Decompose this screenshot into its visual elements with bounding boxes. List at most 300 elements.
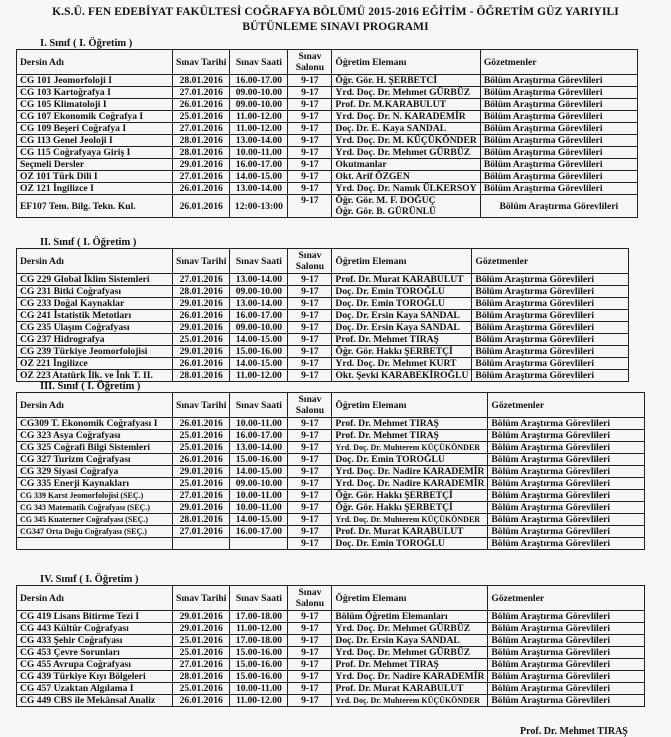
proctors: Bölüm Araştırma Görevlileri — [472, 370, 629, 382]
proctors: Bölüm Araştırma Görevlileri — [480, 123, 637, 135]
table-row — [17, 454, 645, 466]
table-row — [17, 298, 629, 310]
exam-time: 15.00-16.00 — [230, 647, 288, 659]
exam-time: 16.00-17.00 — [230, 310, 288, 322]
exam-date: 27.01.2016 — [173, 87, 230, 99]
course-name: CG309 T. Ekonomik Coğrafyası I — [17, 418, 173, 430]
instructor: Prof. Dr. Mehmet TIRAŞ — [332, 430, 488, 442]
course-name: CG 229 Global İklim Sistemleri — [17, 274, 173, 286]
exam-room: 9-17 — [288, 310, 332, 322]
instructor: Okutmanlar — [332, 159, 480, 171]
instructor: Yrd. Doç. Dr. Nadire KARADEMİR — [332, 466, 488, 478]
exam-room: 9-17 — [288, 538, 332, 550]
exam-time: 11.00-12.00 — [230, 695, 288, 707]
course-name: OZ 121 İngilizce I — [17, 183, 173, 195]
proctors: Bölüm Araştırma Görevlileri — [480, 171, 637, 183]
exam-time: 11.00-12.00 — [230, 370, 288, 382]
exam-room: 9-17 — [288, 454, 332, 466]
exam-date: 28.01.2016 — [173, 147, 230, 159]
instructor: Yrd. Doç. Dr. Muhterem KÜÇÜKÖNDER — [332, 514, 488, 526]
exam-room: 9-17 — [288, 671, 332, 683]
instructor: Prof. Dr. Murat KARABULUT — [332, 683, 488, 695]
header-course: Dersin Adı — [17, 586, 173, 611]
exam-date: 25.01.2016 — [173, 442, 230, 454]
exam-date: 26.01.2016 — [173, 358, 230, 370]
exam-time: 15.00-16.00 — [230, 346, 288, 358]
course-name: CG 109 Beşeri Coğrafya I — [17, 123, 173, 135]
proctors: Bölüm Araştırma Görevlileri — [472, 286, 629, 298]
exam-time: 09.00-10.00 — [230, 99, 288, 111]
instructor: Öğr. Gör. Hakkı ŞERBETÇİ — [332, 502, 488, 514]
instructor: Okt. Şevki KARABEKİROĞLU — [332, 370, 472, 382]
course-name: EF107 Tem. Bilg. Tekn. Kul. — [17, 195, 173, 218]
exam-room: 9-17 — [288, 111, 332, 123]
instructor: Prof. Dr. Murat KARABULUT — [332, 526, 488, 538]
exam-date: 28.01.2016 — [173, 671, 230, 683]
course-name: CG 335 Enerji Kaynakları — [17, 478, 173, 490]
header-instructor: Öğretim Elemanı — [332, 249, 472, 274]
table-row — [17, 87, 638, 99]
proctors: Bölüm Araştırma Görevlileri — [480, 135, 637, 147]
table-row — [17, 683, 645, 695]
table-row — [17, 370, 629, 382]
header-room-line1: Sınav — [298, 394, 322, 405]
exam-time: 14.00-15.00 — [230, 358, 288, 370]
course-name: CG 449 CBS ile Mekânsal Analiz — [17, 695, 173, 707]
exam-room: 9-17 — [288, 430, 332, 442]
table-row — [17, 135, 638, 147]
exam-date: 27.01.2016 — [173, 659, 230, 671]
course-name: CG 325 Coğrafi Bilgi Sistemleri — [17, 442, 173, 454]
instructor: Yrd. Doç. Dr. N. KARADEMİR — [332, 111, 480, 123]
course-name: Seçmeli Dersler — [17, 159, 173, 171]
table-row — [17, 75, 638, 87]
exam-date: 25.01.2016 — [173, 430, 230, 442]
table-row — [17, 623, 645, 635]
instructor: Yrd. Doç. Dr. Namık ÜLKERSOY — [332, 183, 480, 195]
exam-room: 9-17 — [288, 75, 332, 87]
exam-date — [173, 538, 230, 550]
table-row — [17, 635, 645, 647]
document-title-line-1: K.S.Ü. FEN EDEBİYAT FAKÜLTESİ COĞRAFYA BÖLÜMÜ 2015-2016 EĞİTİM - ÖĞRETİM GÜZ YARIYILI — [52, 6, 619, 18]
exam-time: 09.00-10.00 — [230, 286, 288, 298]
table-row — [17, 358, 629, 370]
table-row — [17, 611, 645, 623]
exam-time: 09.00-10.00 — [230, 87, 288, 99]
proctors: Bölüm Araştırma Görevlileri — [488, 430, 645, 442]
table-row — [17, 514, 645, 526]
instructor: Öğr. Gör. Hakkı ŞERBETÇİ — [332, 490, 488, 502]
course-name: CG 239 Türkiye Jeomorfolojisi — [17, 346, 173, 358]
exam-room: 9-17 — [288, 346, 332, 358]
exam-date: 25.01.2016 — [173, 683, 230, 695]
exam-date: 26.01.2016 — [173, 99, 230, 111]
instructor: Yrd. Doç. Dr. M. KÜÇÜKÖNDER — [332, 135, 480, 147]
instructor-line1: Öğr. Gör. M. F. DOĞUÇ — [335, 195, 436, 206]
document-title-line-2: BÜTÜNLEME SINAVI PROGRAMI — [242, 21, 429, 33]
course-name: CG 345 Kuaterner Coğrafyası (SEÇ.) — [17, 514, 173, 526]
course-name — [17, 538, 173, 550]
instructor: Yrd. Doç. Dr. Muhterem KÜÇÜKÖNDER — [332, 695, 488, 707]
exam-room: 9-17 — [288, 418, 332, 430]
proctors: Bölüm Araştırma Görevlileri — [488, 454, 645, 466]
table-row — [17, 274, 629, 286]
proctors: Bölüm Araştırma Görevlileri — [472, 358, 629, 370]
instructor: Yrd. Doç. Dr. Mehmet GÜRBÜZ — [332, 647, 488, 659]
exam-room: 9-17 — [288, 322, 332, 334]
instructor: Yrd. Doç. Dr. Mehmet GÜRBÜZ — [332, 623, 488, 635]
header-date: Sınav Tarihi — [173, 586, 230, 611]
exam-room: 9-17 — [288, 526, 332, 538]
course-name: CG 433 Şehir Coğrafyası — [17, 635, 173, 647]
proctors: Bölüm Araştırma Görevlileri — [480, 75, 637, 87]
table-row — [17, 334, 629, 346]
exam-room: 9-17 — [288, 647, 332, 659]
table-header-row — [17, 50, 638, 75]
proctors: Bölüm Araştırma Görevlileri — [472, 334, 629, 346]
header-room-line2: Salonu — [295, 62, 325, 73]
header-date: Sınav Tarihi — [173, 249, 230, 274]
exam-time: 10.00-11.00 — [230, 683, 288, 695]
exam-room: 9-17 — [288, 695, 332, 707]
exam-time: 17.00-18.00 — [230, 611, 288, 623]
proctors: Bölüm Araştırma Görevlileri — [480, 159, 637, 171]
exam-date: 28.01.2016 — [173, 514, 230, 526]
exam-room: 9-17 — [288, 147, 332, 159]
course-name: CG 327 Turizm Coğrafyası — [17, 454, 173, 466]
instructor: Yrd. Doç. Dr. Nadire KARADEMİR — [332, 478, 488, 490]
course-name: CG 107 Ekonomik Coğrafya I — [17, 111, 173, 123]
table-row — [17, 286, 629, 298]
exam-room: 9-17 — [288, 683, 332, 695]
instructor: Yrd. Doç. Dr. Nadire KARADEMİR — [332, 671, 488, 683]
header-date: Sınav Tarihi — [173, 393, 230, 418]
table-row — [17, 659, 645, 671]
course-name: CG 237 Hidrografya — [17, 334, 173, 346]
table-row — [17, 322, 629, 334]
exam-room: 9-17 — [288, 611, 332, 623]
header-room — [288, 586, 332, 611]
exam-room: 9-17 — [288, 274, 332, 286]
exam-time: 16.00-17.00 — [230, 430, 288, 442]
table-row — [17, 147, 638, 159]
proctors: Bölüm Araştırma Görevlileri — [488, 478, 645, 490]
instructor: Öğr. Gör. H. ŞERBETCİ — [332, 75, 480, 87]
exam-date: 27.01.2016 — [173, 171, 230, 183]
exam-time: 13.00-14.00 — [230, 442, 288, 454]
table-row — [17, 310, 629, 322]
exam-date: 25.01.2016 — [173, 334, 230, 346]
exam-room: 9-17 — [288, 370, 332, 382]
instructor: Doç. Dr. Emin TOROĞLU — [332, 286, 472, 298]
instructor: Doç. Dr. Emin TOROĞLU — [332, 298, 472, 310]
proctors: Bölüm Araştırma Görevlileri — [472, 310, 629, 322]
exam-date: 29.01.2016 — [173, 611, 230, 623]
header-course: Dersin Adı — [17, 393, 173, 418]
header-time: Sınav Saati — [230, 393, 288, 418]
table-row — [17, 111, 638, 123]
proctors: Bölüm Araştırma Görevlileri — [488, 418, 645, 430]
table-row — [17, 430, 645, 442]
exam-date: 26.01.2016 — [173, 310, 230, 322]
exam-date: 26.01.2016 — [173, 418, 230, 430]
exam-room: 9-17 — [288, 514, 332, 526]
instructor: Bölüm Öğretim Elemanları — [332, 611, 488, 623]
table-row — [17, 171, 638, 183]
proctors: Bölüm Araştırma Görevlileri — [480, 195, 637, 218]
table-header-row — [17, 249, 629, 274]
exam-time: 15.00-16.00 — [230, 454, 288, 466]
proctors: Bölüm Araştırma Görevlileri — [480, 99, 637, 111]
course-name: CG 235 Ulaşım Coğrafyası — [17, 322, 173, 334]
header-proctors: Gözetmenler — [480, 50, 637, 75]
exam-room: 9-17 — [288, 659, 332, 671]
table-row — [17, 99, 638, 111]
exam-room: 9-17 — [288, 635, 332, 647]
proctors: Bölüm Araştırma Görevlileri — [488, 695, 645, 707]
exam-time: 14.00-15.00 — [230, 466, 288, 478]
instructor: Yrd. Doç. Dr. Mehmet GÜRBÜZ — [332, 87, 480, 99]
header-room-line1: Sınav — [298, 250, 322, 261]
exam-room: 9-17 — [288, 183, 332, 195]
header-proctors: Gözetmenler — [488, 393, 645, 418]
exam-date: 26.01.2016 — [173, 695, 230, 707]
instructor: Prof. Dr. Mehmet TIRAŞ — [332, 418, 488, 430]
proctors: Bölüm Araştırma Görevlileri — [488, 659, 645, 671]
exam-date: 25.01.2016 — [173, 478, 230, 490]
exam-time: 15.00-16.00 — [230, 659, 288, 671]
course-name: CG 453 Çevre Sorunları — [17, 647, 173, 659]
course-name: OZ 101 Türk Dili I — [17, 171, 173, 183]
exam-date: 29.01.2016 — [173, 298, 230, 310]
table-row — [17, 346, 629, 358]
table-header-row — [17, 393, 645, 418]
course-name: CG 231 Bitki Coğrafyası — [17, 286, 173, 298]
exam-time: 14.00-15.00 — [230, 334, 288, 346]
instructor-line2: Öğr. Gör. B. GÜRÜNLÜ — [335, 206, 436, 217]
section-label: I. Sınıf ( I. Öğretim ) — [40, 38, 133, 49]
proctors: Bölüm Araştırma Görevlileri — [488, 442, 645, 454]
course-name: CG 455 Avrupa Coğrafyası — [17, 659, 173, 671]
header-room — [288, 50, 332, 75]
section-label: II. Sınıf ( I. Öğretim ) — [40, 237, 137, 248]
proctors: Bölüm Araştırma Görevlileri — [488, 490, 645, 502]
exam-date: 27.01.2016 — [173, 490, 230, 502]
header-time: Sınav Saati — [230, 586, 288, 611]
instructor: Doç. Dr. Emin TOROĞLU — [332, 454, 488, 466]
table-row — [17, 695, 645, 707]
exam-date: 25.01.2016 — [173, 647, 230, 659]
exam-date: 29.01.2016 — [173, 623, 230, 635]
header-time: Sınav Saati — [230, 249, 288, 274]
header-room — [288, 393, 332, 418]
table-row — [17, 183, 638, 195]
course-name: CG 101 Jeomorfoloji I — [17, 75, 173, 87]
exam-date: 28.01.2016 — [173, 370, 230, 382]
exam-date: 26.01.2016 — [173, 454, 230, 466]
exam-time: 09.00-10.00 — [230, 322, 288, 334]
exam-room: 9-17 — [288, 171, 332, 183]
course-name: CG 105 Klimatoloji I — [17, 99, 173, 111]
exam-room: 9-17 — [288, 502, 332, 514]
exam-time: 17.00-18.00 — [230, 635, 288, 647]
instructor: Yrd. Doç. Dr. Mehmet KURT — [332, 358, 472, 370]
proctors: Bölüm Araştırma Görevlileri — [488, 514, 645, 526]
exam-date: 27.01.2016 — [173, 526, 230, 538]
exam-date: 29.01.2016 — [173, 502, 230, 514]
course-name: CG 241 İstatistik Metotları — [17, 310, 173, 322]
proctors: Bölüm Araştırma Görevlileri — [488, 538, 645, 550]
header-room-line2: Salonu — [295, 261, 325, 272]
exam-date: 25.01.2016 — [173, 111, 230, 123]
proctors: Bölüm Araştırma Görevlileri — [488, 647, 645, 659]
instructor: Yrd. Doç. Dr. Muhterem KÜÇÜKÖNDER — [332, 442, 488, 454]
course-name: CG 457 Uzaktan Algılama I — [17, 683, 173, 695]
exam-date: 29.01.2016 — [173, 466, 230, 478]
instructor: Yrd. Doç. Dr. Mehmet GÜRBÜZ — [332, 147, 480, 159]
course-name: CG 329 Siyasi Coğrafya — [17, 466, 173, 478]
table-header-row — [17, 586, 645, 611]
exam-time: 14.00-15.00 — [230, 514, 288, 526]
exam-date: 28.01.2016 — [173, 75, 230, 87]
header-date: Sınav Tarihi — [173, 50, 230, 75]
exam-time: 10.00-11.00 — [230, 147, 288, 159]
section-label: III. Sınıf ( I. Öğretim ) — [40, 381, 141, 392]
instructor: Prof. Dr. Mehmet TIRAŞ — [332, 334, 472, 346]
instructor: Prof. Dr. M.KARABULUT — [332, 99, 480, 111]
course-name: CG 443 Kültür Coğrafyası — [17, 623, 173, 635]
section-label: IV. Sınıf ( I. Öğretim ) — [40, 574, 139, 585]
exam-time: 13.00-14.00 — [230, 274, 288, 286]
exam-date: 29.01.2016 — [173, 322, 230, 334]
proctors: Bölüm Araştırma Görevlileri — [488, 623, 645, 635]
exam-room: 9-17 — [288, 478, 332, 490]
exam-room: 9-17 — [288, 490, 332, 502]
instructor: Doç. Dr. Ersin Kaya SANDAL — [332, 635, 488, 647]
instructor — [332, 195, 480, 218]
course-name: CG 113 Genel Jeoloji I — [17, 135, 173, 147]
instructor: Prof. Dr. Mehmet TIRAŞ — [332, 659, 488, 671]
table-row — [17, 466, 645, 478]
exam-time: 10.00-11.00 — [230, 502, 288, 514]
proctors: Bölüm Araştırma Görevlileri — [480, 183, 637, 195]
header-instructor: Öğretim Elemanı — [332, 50, 480, 75]
proctors: Bölüm Araştırma Görevlileri — [488, 611, 645, 623]
instructor: Doç. Dr. Emin TOROĞLU — [332, 538, 488, 550]
exam-room: 9-17 — [288, 623, 332, 635]
exam-date: 29.01.2016 — [173, 346, 230, 358]
exam-date: 26.01.2016 — [173, 195, 230, 218]
instructor: Prof. Dr. Murat KARABULUT — [332, 274, 472, 286]
exam-time: 16.00-17.00 — [230, 75, 288, 87]
exam-time: 13.00-14.00 — [230, 183, 288, 195]
header-room-line1: Sınav — [298, 587, 322, 598]
header-instructor: Öğretim Elemanı — [332, 393, 488, 418]
exam-date: 25.01.2016 — [173, 635, 230, 647]
exam-room: 9-17 — [288, 442, 332, 454]
instructor: Öğr. Gör. Hakkı ŞERBETÇİ — [332, 346, 472, 358]
exam-room: 9-17 — [288, 87, 332, 99]
course-name: OZ 223 Atatürk İlk. ve İnk T. II. — [17, 370, 173, 382]
exam-room: 9-17 — [288, 195, 332, 218]
table-row — [17, 442, 645, 454]
exam-room: 9-17 — [288, 123, 332, 135]
exam-room: 9-17 — [288, 135, 332, 147]
course-name: CG 115 Coğrafyaya Giriş I — [17, 147, 173, 159]
course-name: CG 339 Karst Jeomorfolojisi (SEÇ.) — [17, 490, 173, 502]
course-name: OZ 221 İngilizce — [17, 358, 173, 370]
signature-text: Prof. Dr. Mehmet TIRAŞ — [520, 726, 628, 737]
exam-time: 11.00-12.00 — [230, 623, 288, 635]
instructor: Doç. Dr. E. Kaya SANDAL — [332, 123, 480, 135]
exam-room: 9-17 — [288, 466, 332, 478]
instructor: Doç. Dr. Ersin Kaya SANDAL — [332, 310, 472, 322]
proctors: Bölüm Araştırma Görevlileri — [488, 671, 645, 683]
exam-room: 9-17 — [288, 298, 332, 310]
proctors: Bölüm Araştırma Görevlileri — [472, 322, 629, 334]
exam-time: 13.00-14.00 — [230, 135, 288, 147]
exam-room: 9-17 — [288, 334, 332, 346]
exam-schedule-table — [16, 49, 638, 218]
proctors: Bölüm Araştırma Görevlileri — [472, 298, 629, 310]
table-row — [17, 159, 638, 171]
header-time: Sınav Saati — [230, 50, 288, 75]
exam-date: 27.01.2016 — [173, 274, 230, 286]
course-name: CG 439 Türkiye Kıyı Bölgeleri — [17, 671, 173, 683]
proctors: Bölüm Araştırma Görevlileri — [472, 346, 629, 358]
table-row — [17, 502, 645, 514]
header-course: Dersin Adı — [17, 50, 173, 75]
instructor: Doç. Dr. Ersin Kaya SANDAL — [332, 322, 472, 334]
exam-time: 14.00-15.00 — [230, 171, 288, 183]
exam-room: 9-17 — [288, 159, 332, 171]
table-row — [17, 418, 645, 430]
exam-schedule-table — [16, 248, 629, 382]
exam-time: 09.00-10.00 — [230, 478, 288, 490]
exam-time: 16.00-17.00 — [230, 159, 288, 171]
exam-time — [230, 538, 288, 550]
proctors: Bölüm Araştırma Görevlileri — [480, 147, 637, 159]
exam-room: 9-17 — [288, 99, 332, 111]
exam-room: 9-17 — [288, 358, 332, 370]
exam-date: 29.01.2016 — [173, 159, 230, 171]
exam-time: 16.00-17.00 — [230, 526, 288, 538]
exam-date: 26.01.2016 — [173, 183, 230, 195]
exam-schedule-table — [16, 392, 645, 550]
exam-date: 28.01.2016 — [173, 286, 230, 298]
proctors: Bölüm Araştırma Görevlileri — [488, 466, 645, 478]
exam-schedule-table — [16, 585, 645, 707]
exam-time: 15.00-16.00 — [230, 671, 288, 683]
exam-time: 10.00-11.00 — [230, 418, 288, 430]
header-course: Dersin Adı — [17, 249, 173, 274]
table-row — [17, 671, 645, 683]
proctors: Bölüm Araştırma Görevlileri — [480, 111, 637, 123]
table-row — [17, 478, 645, 490]
course-name: CG 419 Lisans Bitirme Tezi I — [17, 611, 173, 623]
header-room-line2: Salonu — [295, 598, 325, 609]
table-row — [17, 123, 638, 135]
header-instructor: Öğretim Elemanı — [332, 586, 488, 611]
course-name: CG347 Orta Doğu Coğrafyası (SEÇ.) — [17, 526, 173, 538]
course-name: CG 103 Kartoğrafya I — [17, 87, 173, 99]
instructor: Okt. Arif ÖZGEN — [332, 171, 480, 183]
proctors: Bölüm Araştırma Görevlileri — [472, 274, 629, 286]
exam-room: 9-17 — [288, 286, 332, 298]
exam-date: 28.01.2016 — [173, 135, 230, 147]
proctors: Bölüm Araştırma Görevlileri — [488, 502, 645, 514]
exam-time: 11.00-12.00 — [230, 111, 288, 123]
